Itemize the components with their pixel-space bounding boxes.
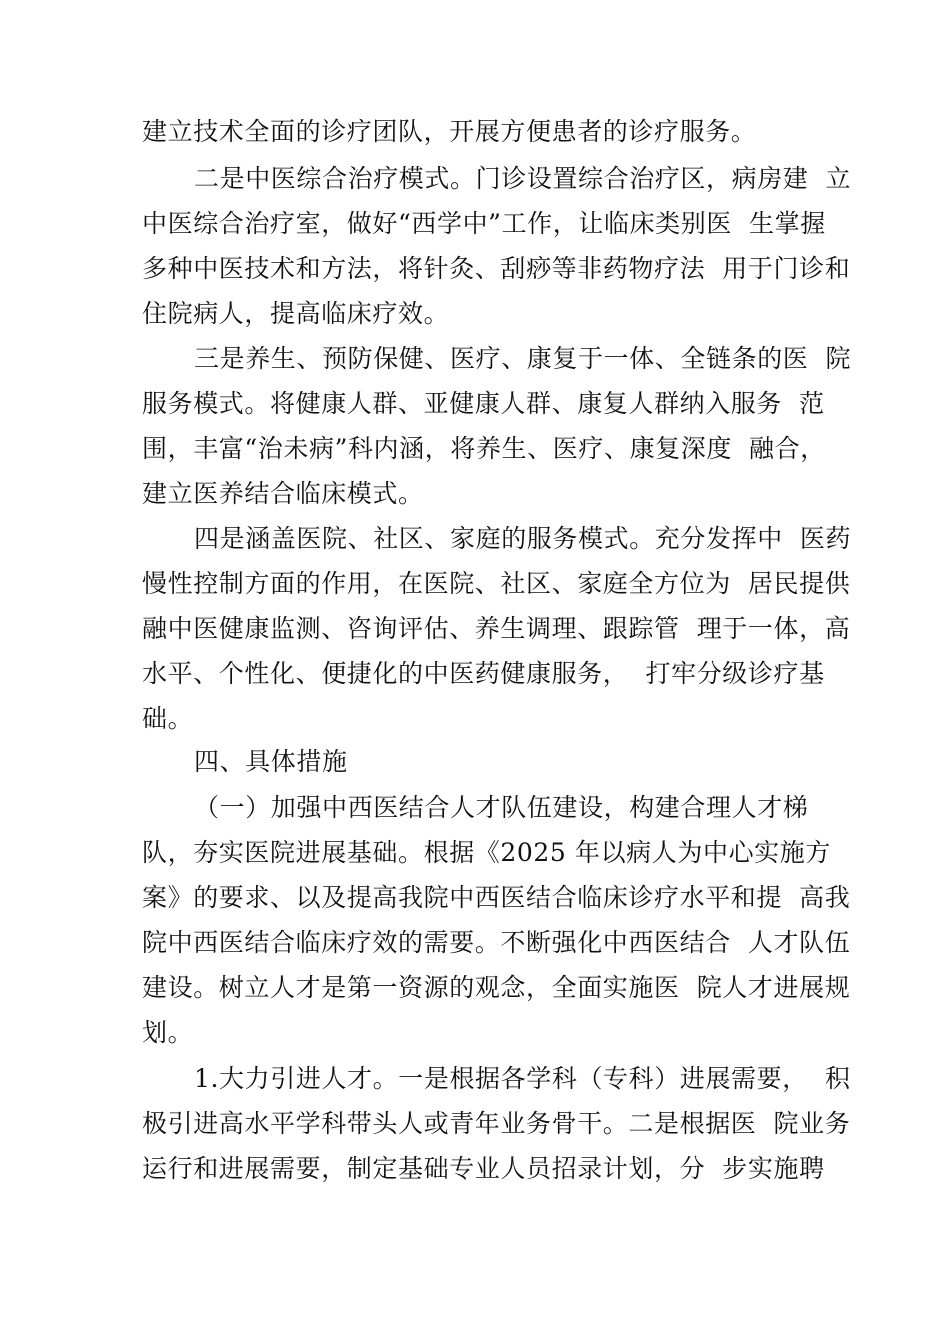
paragraph-line: 建立技术全面的诊疗团队，开展方便患者的诊疗服务。 — [142, 117, 757, 146]
paragraph-line: 围，丰富“治未病”科内涵，将养生、医疗、康复深度 融合， — [142, 434, 826, 463]
paragraph-line: 运行和进展需要，制定基础专业人员招录计划，分 步实施聘 — [142, 1154, 825, 1183]
paragraph-line: 二是中医综合治疗模式。门诊设置综合治疗区，病房建 立 — [194, 164, 852, 193]
paragraph-line: 服务模式。将健康人群、亚健康人群、康复人群纳入服务 范 — [142, 389, 825, 418]
paragraph-line: 多种中医技术和方法，将针灸、刮痧等非药物疗法 用于门诊和 — [142, 254, 851, 283]
paragraph-line: 慢性控制方面的作用，在医院、社区、家庭全方位为 居民提供 — [142, 569, 851, 598]
paragraph-line: 案》的要求、以及提高我院中西医结合临床诊疗水平和提 高我 — [142, 883, 851, 912]
paragraph-line: 队，夯实医院进展基础。根据《2025 年以病人为中心实施方 — [142, 838, 831, 867]
paragraph-line: 建立医养结合临床模式。 — [142, 479, 424, 508]
paragraph-line: 三是养生、预防保健、医疗、康复于一体、全链条的医 院 — [194, 344, 852, 373]
paragraph-line: （一）加强中西医结合人才队伍建设，构建合理人才梯 — [194, 793, 809, 822]
paragraph-line: 融中医健康监测、咨询评估、养生调理、跟踪管 理于一体，高 — [142, 614, 851, 643]
paragraph-line: 四是涵盖医院、社区、家庭的服务模式。充分发挥中 医药 — [194, 524, 852, 553]
paragraph-line: 础。 — [142, 704, 194, 733]
section-heading: 四、具体措施 — [194, 747, 348, 776]
paragraph-line: 建设。树立人才是第一资源的观念，全面实施医 院人才进展规 — [142, 973, 851, 1002]
paragraph-line: 院中西医结合临床疗效的需要。不断强化中西医结合 人才队伍 — [142, 928, 851, 957]
paragraph-line: 中医综合治疗室，做好“西学中”工作，让临床类别医 生掌握 — [142, 209, 826, 238]
paragraph-line: 划。 — [142, 1018, 194, 1047]
paragraph-line: 水平、个性化、便捷化的中医药健康服务， 打牢分级诊疗基 — [142, 659, 825, 688]
paragraph-line: 住院病人，提高临床疗效。 — [142, 299, 450, 328]
paragraph-line: 极引进高水平学科带头人或青年业务骨干。二是根据医 院业务 — [142, 1109, 851, 1138]
paragraph-line: 1.大力引进人才。一是根据各学科（专科）进展需要， 积 — [194, 1064, 851, 1093]
